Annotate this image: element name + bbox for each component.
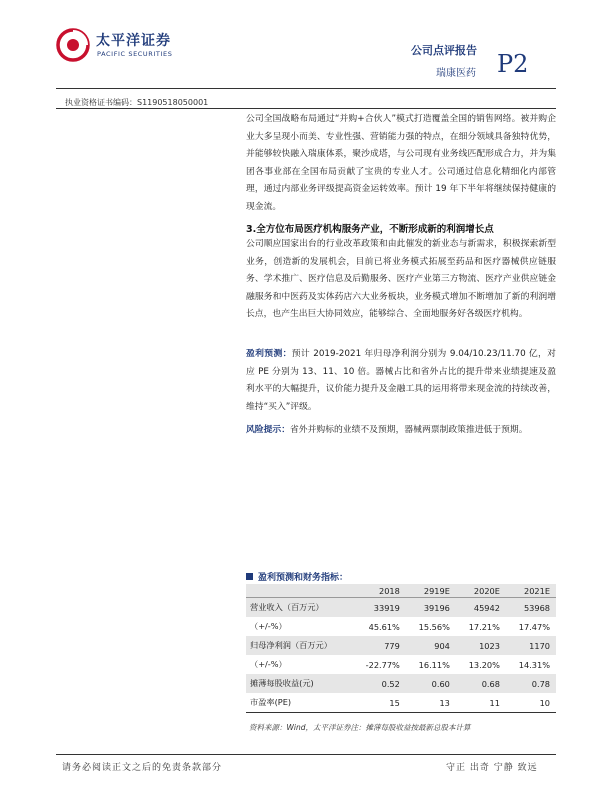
table-row xyxy=(246,655,556,674)
paragraph-forecast xyxy=(246,346,556,416)
table-cell: 53968 xyxy=(506,598,556,618)
table-header-cell xyxy=(246,584,352,598)
footer-motto: 守正 出奇 宁静 致远 xyxy=(446,763,538,773)
table-header-row xyxy=(246,584,556,598)
table-cell: -22.77% xyxy=(365,659,400,670)
table-cell: 营业收入（百万元） xyxy=(246,598,352,618)
table-cell: 0.78 xyxy=(506,674,556,693)
company-name: 瑞康医药 xyxy=(436,68,476,79)
pacific-securities-logo-icon xyxy=(56,28,90,62)
forecast-text: 预计 2019-2021 年归母净利润分别为 9.04/10.23/11.70 亿，对应 PE 分别为 13、11、10 倍。器械占比和省外占比的提升带来业绩提速及盈利水平的大幅提升，议价能力提升及金融工具的运用将带来现金流的持续改善，维持“买入”评级。 xyxy=(246,349,556,412)
company-logo xyxy=(56,28,196,72)
table-header-cell: 2018 xyxy=(352,584,405,598)
table-cell: 0.68 xyxy=(456,674,506,693)
table-cell: 15.56% xyxy=(418,621,450,632)
table-cell: 11 xyxy=(456,693,506,713)
table-cell: （+/-%） xyxy=(250,659,287,669)
table-cell: 39196 xyxy=(406,598,456,618)
footer-divider xyxy=(56,754,556,755)
table-cell: 0.60 xyxy=(406,674,456,693)
analyst-cert: 执业资格证书编码：S1190518050001 xyxy=(65,98,209,107)
table-header-cell: 2020E xyxy=(456,584,506,598)
table-cell: 14.31% xyxy=(518,659,550,670)
page-number: P2 xyxy=(497,50,529,78)
table-cell: 市盈率(PE) xyxy=(246,693,352,713)
report-type: 公司点评报告 xyxy=(411,44,477,57)
table-row xyxy=(246,598,556,618)
table-cell: 45942 xyxy=(456,598,506,618)
table-cell: 归母净利润（百万元） xyxy=(246,636,352,655)
table-title: 盈利预测和财务指标： xyxy=(258,573,349,583)
table-cell: 17.47% xyxy=(518,621,550,632)
table-cell: 13.20% xyxy=(468,659,500,670)
forecast-label: 盈利预测： xyxy=(246,349,292,359)
table-cell: 45.61% xyxy=(368,621,400,632)
financial-forecast-table xyxy=(246,584,556,713)
paragraph-distribution-network: 公司全国战略布局通过“并购+合伙人”模式打造覆盖全国的销售网络。被并购企业大多呈现小而美、专业性强、营销能力强的特点，在细分领域具备独特优势，并能够较快融入瑞康体系，聚沙成塔，与公司现有业务线匹配形成合力，并为集团各事业部在全国布局贡献了宝贵的专业人才。公司通过信息化精细化内部管理，通过内部业务评级提高资金运转效率。预计 19 年下半年将继续保持健康的现金流。 xyxy=(246,114,556,212)
table-row xyxy=(246,693,556,713)
table-source-note: 资料来源：Wind，太平洋证券注：摊薄每股收益按最新总股本计算 xyxy=(249,723,471,732)
paragraph-medical-services: 公司顺应国家出台的行业改革政策和由此催发的新业态与新需求，积极探索新型业务，创造新的发展机会，目前已将业务模式拓展至药品和医疗器械供应链服务、学术推广、医疗信息及后勤服务、医疗产业第三方物流、医疗产业供应链金融服务和中医药及实体药店六大业务板块，业务模式增加不断增加了新的利润增长点，也产生出巨大协同效应，能够综合、全面地服务好各级医疗机构。 xyxy=(246,239,556,319)
table-row xyxy=(246,636,556,655)
table-header-cell: 2021E xyxy=(506,584,556,598)
footer-disclaimer: 请务必阅读正文之后的免责条款部分 xyxy=(62,763,223,773)
risk-text: 省外并购标的业绩不及预期，器械两票制政策推进低于预期。 xyxy=(290,425,528,435)
header-divider xyxy=(56,88,556,89)
table-cell: 17.21% xyxy=(468,621,500,632)
table-cell: 0.52 xyxy=(352,674,405,693)
table-cell: 904 xyxy=(406,636,456,655)
table-row xyxy=(246,674,556,693)
table-cell: 摊薄每股收益(元) xyxy=(246,674,352,693)
cert-divider xyxy=(56,108,556,109)
paragraph-risk xyxy=(246,422,556,440)
table-cell: 1170 xyxy=(506,636,556,655)
logo-chinese-name: 太平洋证券 xyxy=(96,33,171,49)
table-cell: 15 xyxy=(352,693,405,713)
table-cell: 1023 xyxy=(456,636,506,655)
table-cell: 13 xyxy=(406,693,456,713)
table-cell: 16.11% xyxy=(418,659,450,670)
risk-label: 风险提示： xyxy=(246,425,290,435)
table-cell: （+/-%） xyxy=(250,621,287,631)
table-header-cell: 2919E xyxy=(406,584,456,598)
table-cell: 779 xyxy=(352,636,405,655)
table-cell: 33919 xyxy=(352,598,405,618)
section-3-title: 3.全方位布局医疗机构服务产业，不断形成新的利润增长点 xyxy=(246,224,494,235)
logo-english-name: PACIFIC SECURITIES xyxy=(97,50,173,58)
table-row xyxy=(246,617,556,636)
table-cell: 10 xyxy=(506,693,556,713)
